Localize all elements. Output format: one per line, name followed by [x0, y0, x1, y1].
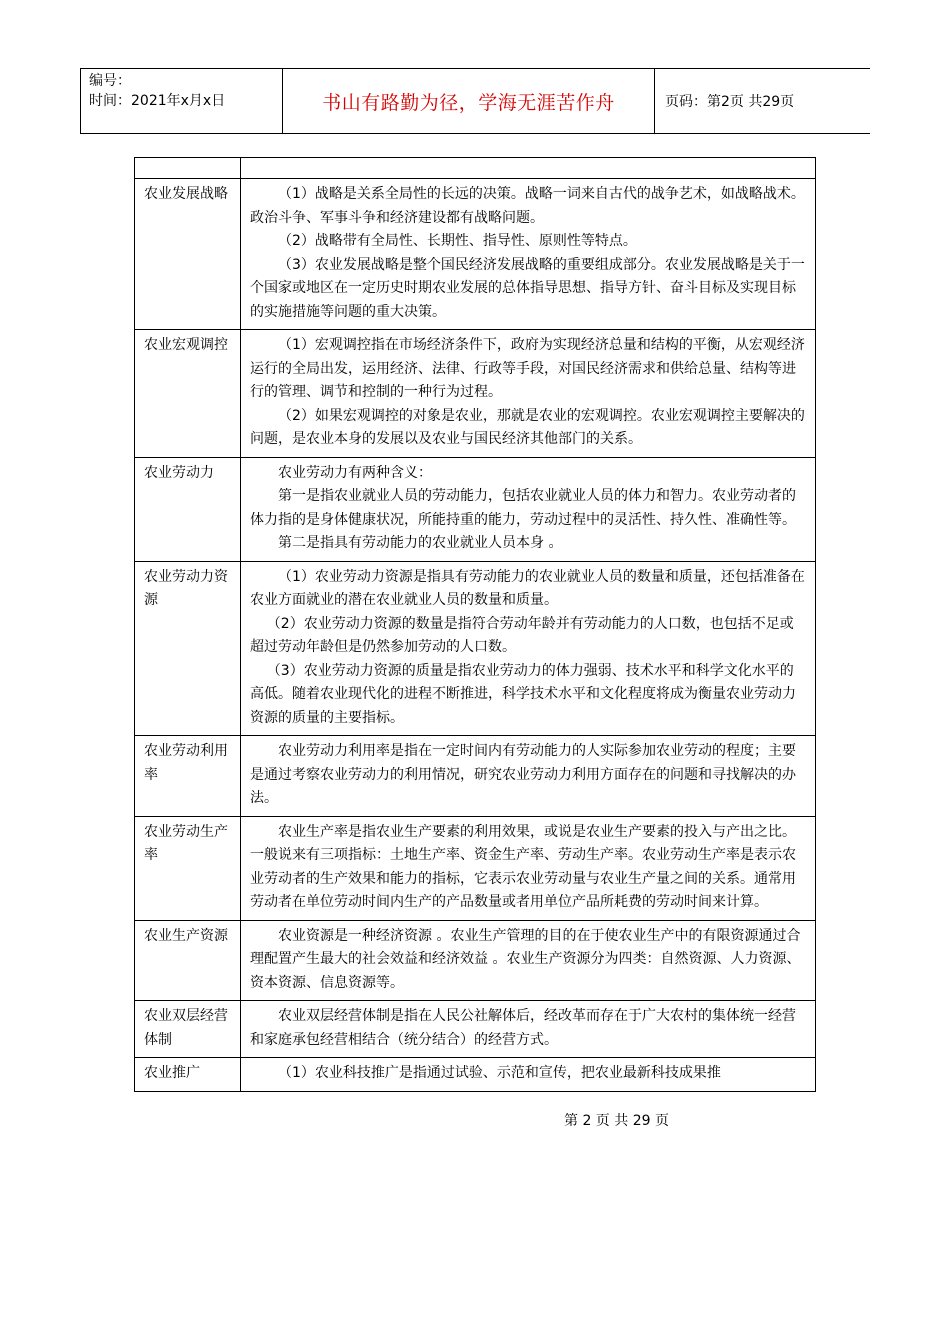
table-row	[135, 920, 816, 1001]
table-row	[135, 179, 816, 330]
table-row	[135, 330, 816, 458]
term-cell: 农业推广	[135, 1058, 241, 1092]
table-row	[135, 561, 816, 736]
definition-paragraph: 农业双层经营体制是指在人民公社解体后，经改革而存在于广大农村的集体统一经营和家庭承包经营相结合（统分结合）的经营方式。	[250, 1008, 796, 1048]
definition-paragraph: 农业资源是一种经济资源 。农业生产管理的目的在于使农业生产中的有限资源通过合理配置产生最大的社会效益和经济效益 。农业生产资源分为四类：自然资源、人力资源、资本资源、信息资源等。	[250, 927, 801, 991]
page-number-overlay: 第 2 页 共 29 页	[564, 1113, 669, 1129]
definition-cell	[241, 330, 816, 458]
definition-paragraph: （3）农业发展战略是整个国民经济发展战略的重要组成部分。农业发展战略是关于一个国家或地区在一定历史时期农业发展的总体指导思想、指导方针、奋斗目标及实现目标的实施措施等问题的重大决策。	[250, 256, 805, 320]
definition-cell	[241, 158, 816, 179]
definition-paragraph: （1）战略是关系全局性的长远的决策。战略一词来自古代的战争艺术，如战略战术。政治斗争、军事斗争和经济建设都有战略问题。	[250, 186, 805, 226]
glossary-table	[134, 157, 816, 1092]
definition-paragraph: （3）农业劳动力资源的质量是指农业劳动力的体力强弱、技术水平和科学文化水平的高低。随着农业现代化的进程不断推进，科学技术水平和文化程度将成为衡量农业劳动力资源的质量的主要指标。	[250, 662, 796, 726]
definition-cell	[241, 561, 816, 736]
table-row	[135, 457, 816, 561]
definition-paragraph: 农业劳动力有两种含义：	[278, 464, 432, 481]
table-row	[135, 1058, 816, 1092]
definition-cell	[241, 179, 816, 330]
header-page-label: 页码：第2页 共29页	[665, 94, 795, 110]
table-row	[135, 1001, 816, 1058]
term-cell: 农业发展战略	[135, 179, 241, 330]
header-motto: 书山有路勤为径，学海无涯苦作舟	[283, 69, 655, 133]
time-label: 时间：2021年x月x日	[89, 93, 226, 109]
definition-paragraph: （2）农业劳动力资源的数量是指符合劳动年龄并有劳动能力的人口数，也包括不足或超过劳动年龄但是仍然参加劳动的人口数。	[250, 615, 794, 655]
definition-paragraph: （1）宏观调控指在市场经济条件下，政府为实现经济总量和结构的平衡，从宏观经济运行的全局出发，运用经济、法律、行政等手段，对国民经济需求和供给总量、结构等进行的管理、调节和控制的一种行为过程。	[250, 337, 805, 400]
definition-paragraph: 第一是指农业就业人员的劳动能力，包括农业就业人员的体力和智力。农业劳动者的体力指的是身体健康状况，所能持重的能力，劳动过程中的灵活性、持久性、准确性等。	[250, 488, 796, 528]
definition-paragraph: 农业生产率是指农业生产要素的利用效果，或说是农业生产要素的投入与产出之比。一般说来有三项指标：土地生产率、资金生产率、劳动生产率。农业劳动生产率是表示农业劳动者的生产效果和能力的指标，它表示农业劳动量与农业生产量之间的关系。通常用劳动者在单位劳动时间内生产的产品数量或者用单位产品所耗费的劳动时间来计算。	[250, 823, 796, 910]
definition-cell	[241, 1001, 816, 1058]
definition-cell	[241, 736, 816, 817]
serial-label: 编号：	[89, 73, 131, 89]
definition-cell	[241, 816, 816, 920]
page-header	[80, 68, 870, 134]
term-cell: 农业劳动利用率	[135, 736, 241, 817]
definition-cell	[241, 1058, 816, 1092]
definition-paragraph: （2）战略带有全局性、长期性、指导性、原则性等特点。	[278, 233, 637, 249]
term-cell	[135, 158, 241, 179]
definition-cell	[241, 920, 816, 1001]
term-cell: 农业劳动生产率	[135, 816, 241, 920]
term-cell: 农业劳动力	[135, 457, 241, 561]
definition-paragraph: 农业劳动力利用率是指在一定时间内有劳动能力的人实际参加农业劳动的程度；主要是通过考察农业劳动力的利用情况，研究农业劳动力利用方面存在的问题和寻找解决的办法。	[250, 743, 796, 806]
table-row	[135, 816, 816, 920]
term-cell: 农业劳动力资源	[135, 561, 241, 736]
definition-cell	[241, 457, 816, 561]
table-row-blank	[135, 158, 816, 179]
term-cell: 农业宏观调控	[135, 330, 241, 458]
definition-paragraph: （2）如果宏观调控的对象是农业，那就是农业的宏观调控。农业宏观调控主要解决的问题，是农业本身的发展以及农业与国民经济其他部门的关系。	[250, 407, 805, 447]
term-cell: 农业双层经营体制	[135, 1001, 241, 1058]
definition-paragraph: （1）农业劳动力资源是指具有劳动能力的农业就业人员的数量和质量，还包括准备在农业方面就业的潜在农业就业人员的数量和质量。	[250, 568, 805, 608]
term-cell: 农业生产资源	[135, 920, 241, 1001]
header-info	[81, 69, 283, 133]
definition-paragraph: 第二是指具有劳动能力的农业就业人员本身 。	[278, 535, 563, 551]
table-row	[135, 736, 816, 817]
definition-paragraph: （1）农业科技推广是指通过试验、示范和宣传，把农业最新科技成果推	[278, 1065, 721, 1081]
